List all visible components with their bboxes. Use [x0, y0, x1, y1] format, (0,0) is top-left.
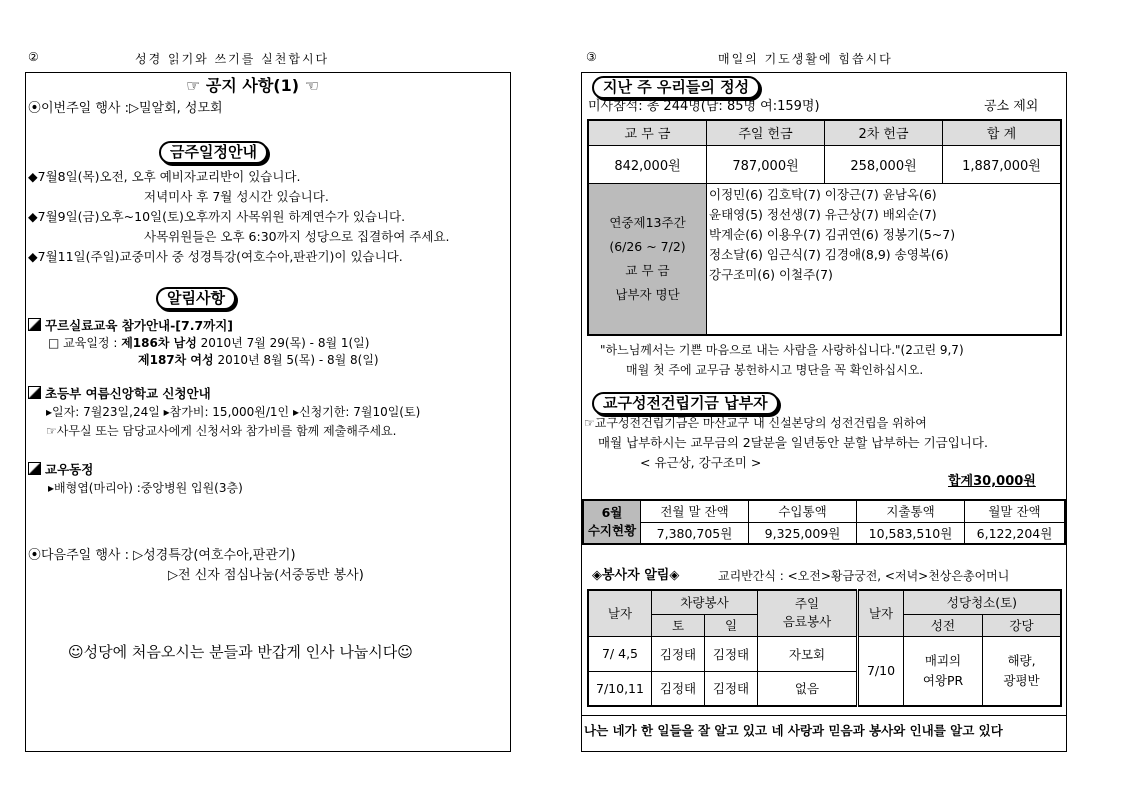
fund-donors: < 유근상, 강구조미 > [640, 455, 762, 470]
cursillo-men-dates: 2010년 7월 29(목) - 8월 1(일) [200, 336, 370, 350]
volunteer-head-sanct: 성전 [904, 614, 983, 636]
schedule-heading: 금주일정안내 [159, 141, 268, 164]
right-page-header: 매일의 기도생활에 힘씁시다 [718, 52, 893, 66]
left-page-number: ② [28, 50, 39, 64]
next-week-events: ⦿다음주일 행사 : ▷성경특강(여호수아,판관기) [28, 548, 296, 563]
cursillo-women: 제187차 여성 [138, 353, 214, 367]
footer-verse: 나는 네가 한 일들을 잘 알고 있고 네 사랑과 믿음과 봉사와 인내를 알고 있다 [584, 723, 1003, 738]
balance-head-expense: 지출통액 [857, 500, 965, 522]
volunteer-row-2-date: 7/10,11 [588, 671, 652, 706]
volunteer-table [587, 589, 1062, 707]
fund-line-2: 매월 납부하시는 교무금의 2달분을 일년동안 분할 납부하는 기금입니다. [598, 435, 988, 450]
cursillo-women-dates: 2010년 8월 5(목) - 8월 8(일) [217, 353, 379, 367]
volunteer-head-date-2: 날자 [858, 590, 904, 636]
cursillo-title-text: 꾸르실료교육 참가안내-[7.7까지] [45, 318, 234, 333]
summer-school-title-text: 초등부 여름신앙학교 신청안내 [45, 386, 211, 401]
balance-label [583, 500, 641, 544]
cursillo-line-1 [48, 336, 369, 351]
schedule-line-4: 사목위원들은 오후 6:30까지 성당으로 집결하여 주세요. [144, 229, 450, 244]
summer-school-details: ▸일자: 7월23일,24일 ▸참가비: 15,000원/1인 ▸신청기한: 7월10일(토) [46, 405, 421, 419]
offering-table [587, 119, 1062, 336]
balance-income: 9,325,009원 [749, 522, 857, 544]
parish-news-item: ▸배형엽(마리아) :중앙병원 입원(3층) [48, 481, 243, 495]
volunteer-head-sun: 일 [705, 614, 758, 636]
cursillo-line-2 [138, 353, 379, 368]
welcome-message: ☺성당에 처음오시는 분들과 반갑게 인사 나눕시다☺ [68, 643, 413, 661]
donor-line-4: 정소달(6) 임근식(7) 김경애(8,9) 송영복(6) [709, 246, 949, 262]
fund-total: 합계30,000원 [948, 474, 1036, 489]
left-panel [25, 72, 511, 752]
announcements-heading: 알림사항 [156, 287, 236, 310]
volunteer-row-2-sun: 김정태 [705, 671, 758, 706]
donor-label [588, 183, 707, 335]
donor-line-1: 이정민(6) 김호탁(7) 이장근(7) 윤남옥(6) [709, 186, 937, 202]
fund-line-1: ☞교구성전건립기금은 마산교구 내 신설본당의 성전건립을 위하여 [584, 416, 927, 430]
schedule-line-1: ◆7월8일(목)오전, 오후 예비자교리반이 있습니다. [28, 169, 301, 184]
volunteer-row-1-sat: 김정태 [652, 636, 705, 671]
volunteer-row-2-drink: 없음 [758, 671, 858, 706]
volunteer-head-drink-1: 주일 [794, 596, 820, 612]
offering-head-second: 2차 헌금 [825, 120, 943, 145]
checkbox-icon [28, 462, 41, 475]
volunteer-head-clean: 성당청소(토) [904, 590, 1062, 614]
summer-school-title [28, 386, 211, 401]
volunteer-row-2-sat: 김정태 [652, 671, 705, 706]
right-panel [581, 72, 1067, 752]
schedule-line-5: ◆7월11일(주일)교중미사 중 성경특강(여호수아,판관기)이 있습니다. [28, 249, 403, 264]
balance-table [582, 499, 1066, 545]
left-page-header: 성경 읽기와 쓰기를 실천합시다 [135, 52, 330, 66]
volunteer-clean-date: 7/10 [858, 636, 904, 706]
volunteer-hall-2: 광평반 [1003, 672, 1040, 688]
offering-heading: 지난 주 우리들의 정성 [592, 76, 760, 99]
offering-total-value: 1,887,000원 [943, 145, 1062, 183]
balance-head-end: 월말 잔액 [965, 500, 1066, 522]
offering-second-value: 258,000원 [825, 145, 943, 183]
offering-head-tithe: 교 무 금 [588, 120, 707, 145]
mass-attendance: 미사참석: 총 244명(남: 85명 여:159명) [588, 99, 820, 114]
volunteer-snack: 교리반간식 : <오전>황금궁전, <저녁>천상은총어머니 [718, 569, 1010, 583]
offering-head-sunday: 주일 헌금 [707, 120, 825, 145]
right-page-number: ③ [586, 50, 597, 64]
balance-end: 6,122,204원 [965, 522, 1066, 544]
volunteer-hall [983, 636, 1062, 706]
balance-head-income: 수입통액 [749, 500, 857, 522]
donor-label-list: 납부자 명단 [615, 286, 680, 302]
volunteer-hall-1: 해량, [1007, 652, 1036, 668]
balance-head-prev: 전월 말 잔액 [641, 500, 749, 522]
volunteer-row-1-date: 7/ 4,5 [588, 636, 652, 671]
donor-label-dates: (6/26 ~ 7/2) [609, 238, 686, 254]
building-fund-heading: 교구성전건립기금 납부자 [592, 392, 779, 415]
donor-line-2: 윤태영(5) 정선생(7) 유근상(7) 배외순(7) [709, 206, 937, 222]
offering-tithe-value: 842,000원 [588, 145, 707, 183]
cursillo-schedule-label: □ 교육일정 : [48, 336, 118, 350]
parish-news-title [28, 462, 93, 477]
volunteer-head-car: 차량봉사 [652, 590, 758, 614]
parish-news-title-text: 교우동정 [45, 462, 94, 477]
footer-rule [582, 715, 1066, 716]
volunteer-sanct-1: 매괴의 [924, 652, 962, 668]
balance-expense: 10,583,510원 [857, 522, 965, 544]
schedule-line-2: 저녁미사 후 7월 성시간 있습니다. [144, 189, 329, 204]
balance-label-month: 6월 [601, 505, 623, 520]
volunteer-head-hall: 강당 [983, 614, 1062, 636]
volunteer-head-sat: 토 [652, 614, 705, 636]
balance-prev: 7,380,705원 [641, 522, 749, 544]
this-week-events: ⦿이번주일 행사 :▷밀알회, 성모회 [28, 101, 223, 116]
volunteer-sanct [904, 636, 983, 706]
offering-head-total: 합 계 [943, 120, 1062, 145]
volunteer-head-date: 날자 [588, 590, 652, 636]
summer-school-instructions: ☞사무실 또는 담당교사에게 신청서와 참가비를 함께 제출해주세요. [46, 424, 397, 438]
donor-label-tithe: 교 무 금 [625, 262, 670, 278]
volunteer-sanct-2: 여왕PR [922, 672, 964, 688]
checkbox-icon [28, 318, 41, 331]
schedule-line-3: ◆7월9일(금)오후~10일(토)오후까지 사목위원 하계연수가 있습니다. [28, 209, 406, 224]
volunteer-row-1-sun: 김정태 [705, 636, 758, 671]
volunteer-row-1-drink: 자모회 [758, 636, 858, 671]
scripture-quote: "하느님께서는 기쁜 마음으로 내는 사람을 사랑하십니다."(2고린 9,7) [600, 343, 964, 357]
donor-line-3: 박계순(6) 이용우(7) 김귀연(6) 정봉기(5~7) [709, 226, 956, 242]
tithe-reminder: 매월 첫 주에 교무금 봉헌하시고 명단을 꼭 확인하십시오. [626, 363, 924, 377]
donor-label-week: 연중제13주간 [609, 214, 686, 230]
offering-sunday-value: 787,000원 [707, 145, 825, 183]
checkbox-icon [28, 386, 41, 399]
cursillo-title [28, 318, 233, 333]
donor-line-5: 강구조미(6) 이철주(7) [709, 266, 833, 282]
cursillo-men: 제186차 남성 [121, 336, 197, 350]
donor-list [707, 183, 1062, 335]
attendance-note: 공소 제외 [984, 99, 1039, 114]
volunteer-head-drink [758, 590, 858, 636]
balance-label-text: 수지현황 [587, 523, 637, 538]
volunteer-head-drink-2: 음료봉사 [782, 614, 832, 630]
notice-title: ☞ 공지 사항(1) ☜ [186, 76, 319, 95]
volunteer-title: ◈봉사자 알림◈ [592, 568, 680, 583]
next-week-events-2: ▷전 신자 점심나눔(서중동반 봉사) [168, 568, 364, 583]
